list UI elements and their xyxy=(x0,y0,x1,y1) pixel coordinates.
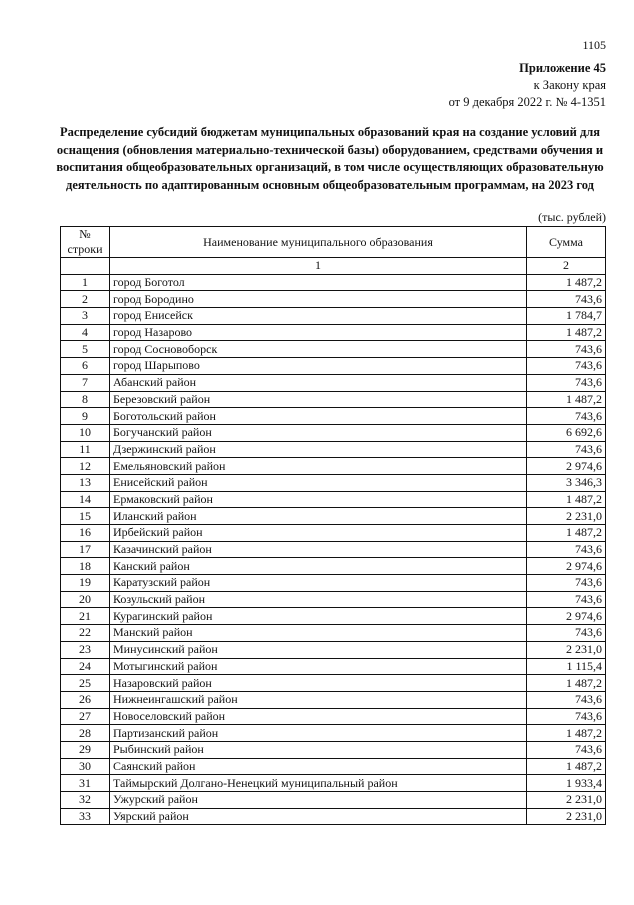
row-number-cell: 5 xyxy=(61,341,110,358)
municipality-name-cell: Ирбейский район xyxy=(110,525,527,542)
municipality-name-cell: Партизанский район xyxy=(110,725,527,742)
row-number-cell: 14 xyxy=(61,491,110,508)
municipality-name-cell: город Бородино xyxy=(110,291,527,308)
municipality-name-cell: Ермаковский район xyxy=(110,491,527,508)
header-amount: Сумма xyxy=(527,227,606,258)
municipality-name-cell: Березовский район xyxy=(110,391,527,408)
table-header-row xyxy=(61,227,606,258)
row-number-cell: 26 xyxy=(61,691,110,708)
table-row xyxy=(61,541,606,558)
amount-cell: 2 231,0 xyxy=(527,808,606,825)
table-row xyxy=(61,308,606,325)
amount-cell: 743,6 xyxy=(527,625,606,642)
table-row xyxy=(61,508,606,525)
amount-cell: 743,6 xyxy=(527,291,606,308)
municipality-name-cell: город Назарово xyxy=(110,324,527,341)
table-row xyxy=(61,324,606,341)
row-number-cell: 4 xyxy=(61,324,110,341)
amount-cell: 2 231,0 xyxy=(527,508,606,525)
row-number-cell: 3 xyxy=(61,308,110,325)
amount-cell: 2 231,0 xyxy=(527,641,606,658)
row-number-cell: 18 xyxy=(61,558,110,575)
row-number-cell: 21 xyxy=(61,608,110,625)
municipality-name-cell: Уярский район xyxy=(110,808,527,825)
amount-cell: 6 692,6 xyxy=(527,424,606,441)
table-row xyxy=(61,408,606,425)
table-row xyxy=(61,591,606,608)
index-num xyxy=(61,258,110,275)
amount-cell: 2 974,6 xyxy=(527,458,606,475)
table-row xyxy=(61,374,606,391)
row-number-cell: 12 xyxy=(61,458,110,475)
amount-cell: 1 487,2 xyxy=(527,675,606,692)
index-sum: 2 xyxy=(527,258,606,275)
municipality-name-cell: Ужурский район xyxy=(110,792,527,809)
appendix-title: Приложение 45 xyxy=(519,61,606,75)
municipality-name-cell: город Сосновоборск xyxy=(110,341,527,358)
amount-cell: 3 346,3 xyxy=(527,474,606,491)
row-number-cell: 19 xyxy=(61,575,110,592)
table-row xyxy=(61,775,606,792)
amount-cell: 743,6 xyxy=(527,591,606,608)
row-number-cell: 8 xyxy=(61,391,110,408)
amount-cell: 1 487,2 xyxy=(527,491,606,508)
row-number-cell: 15 xyxy=(61,508,110,525)
table-row xyxy=(61,758,606,775)
subsidy-table xyxy=(60,226,606,825)
table-row xyxy=(61,341,606,358)
amount-cell: 1 487,2 xyxy=(527,324,606,341)
municipality-name-cell: Рыбинский район xyxy=(110,741,527,758)
header-row-number: № строки xyxy=(61,227,110,258)
row-number-cell: 24 xyxy=(61,658,110,675)
row-number-cell: 6 xyxy=(61,358,110,375)
table-row xyxy=(61,691,606,708)
table-row xyxy=(61,608,606,625)
municipality-name-cell: Абанский район xyxy=(110,374,527,391)
row-number-cell: 31 xyxy=(61,775,110,792)
amount-cell: 2 231,0 xyxy=(527,792,606,809)
table-row xyxy=(61,391,606,408)
amount-cell: 1 487,2 xyxy=(527,725,606,742)
amount-cell: 1 115,4 xyxy=(527,658,606,675)
amount-cell: 743,6 xyxy=(527,691,606,708)
table-row xyxy=(61,675,606,692)
municipality-name-cell: Боготольский район xyxy=(110,408,527,425)
row-number-cell: 1 xyxy=(61,274,110,291)
municipality-name-cell: Таймырский Долгано-Ненецкий муниципальный район xyxy=(110,775,527,792)
amount-cell: 743,6 xyxy=(527,441,606,458)
row-number-cell: 32 xyxy=(61,792,110,809)
municipality-name-cell: Курагинский район xyxy=(110,608,527,625)
table-row xyxy=(61,458,606,475)
table-row xyxy=(61,625,606,642)
amount-cell: 1 487,2 xyxy=(527,758,606,775)
header-municipality-name: Наименование муниципального образования xyxy=(110,227,527,258)
table-body xyxy=(61,274,606,825)
municipality-name-cell: Енисейский район xyxy=(110,474,527,491)
table-row xyxy=(61,658,606,675)
row-number-cell: 25 xyxy=(61,675,110,692)
table-row xyxy=(61,424,606,441)
row-number-cell: 33 xyxy=(61,808,110,825)
amount-cell: 2 974,6 xyxy=(527,608,606,625)
municipality-name-cell: Канский район xyxy=(110,558,527,575)
municipality-name-cell: Нижнеингашский район xyxy=(110,691,527,708)
table-row xyxy=(61,491,606,508)
municipality-name-cell: Каратузский район xyxy=(110,575,527,592)
row-number-cell: 28 xyxy=(61,725,110,742)
row-number-cell: 20 xyxy=(61,591,110,608)
table-row xyxy=(61,741,606,758)
amount-cell: 743,6 xyxy=(527,708,606,725)
row-number-cell: 17 xyxy=(61,541,110,558)
amount-cell: 1 487,2 xyxy=(527,274,606,291)
amount-cell: 743,6 xyxy=(527,374,606,391)
row-number-cell: 7 xyxy=(61,374,110,391)
amount-cell: 743,6 xyxy=(527,741,606,758)
index-name: 1 xyxy=(110,258,527,275)
appendix-date-line: от 9 декабря 2022 г. № 4-1351 xyxy=(448,95,606,109)
table-row xyxy=(61,641,606,658)
row-number-cell: 2 xyxy=(61,291,110,308)
amount-cell: 743,6 xyxy=(527,408,606,425)
municipality-name-cell: Назаровский район xyxy=(110,675,527,692)
amount-cell: 743,6 xyxy=(527,358,606,375)
municipality-name-cell: Иланский район xyxy=(110,508,527,525)
table-index-row xyxy=(61,258,606,275)
municipality-name-cell: Дзержинский район xyxy=(110,441,527,458)
municipality-name-cell: Козульский район xyxy=(110,591,527,608)
row-number-cell: 9 xyxy=(61,408,110,425)
amount-cell: 743,6 xyxy=(527,341,606,358)
table-row xyxy=(61,708,606,725)
table-row xyxy=(61,792,606,809)
row-number-cell: 16 xyxy=(61,525,110,542)
amount-cell: 1 933,4 xyxy=(527,775,606,792)
row-number-cell: 23 xyxy=(61,641,110,658)
municipality-name-cell: Новоселовский район xyxy=(110,708,527,725)
municipality-name-cell: Емельяновский район xyxy=(110,458,527,475)
municipality-name-cell: Казачинский район xyxy=(110,541,527,558)
municipality-name-cell: Саянский район xyxy=(110,758,527,775)
municipality-name-cell: город Енисейск xyxy=(110,308,527,325)
row-number-cell: 29 xyxy=(61,741,110,758)
appendix-law-line: к Закону края xyxy=(533,78,606,92)
row-number-cell: 22 xyxy=(61,625,110,642)
amount-cell: 1 784,7 xyxy=(527,308,606,325)
units-label: (тыс. рублей) xyxy=(538,210,606,224)
table-row xyxy=(61,725,606,742)
table-row xyxy=(61,558,606,575)
table-row xyxy=(61,358,606,375)
municipality-name-cell: Богучанский район xyxy=(110,424,527,441)
row-number-cell: 30 xyxy=(61,758,110,775)
table-row xyxy=(61,274,606,291)
amount-cell: 743,6 xyxy=(527,575,606,592)
document-heading: Распределение субсидий бюджетам муниципальных образований края на создание условий для оснащения (обновления материально-технической базы) оборудованием, средствами обучения и воспитания общеобразовательных организаций, в том числе осуществляющих образовательную деятельность по адаптированным основным общеобразовательным программам, на 2023 год xyxy=(56,125,604,192)
table-row xyxy=(61,575,606,592)
row-number-cell: 13 xyxy=(61,474,110,491)
table-row xyxy=(61,441,606,458)
table-row xyxy=(61,808,606,825)
table-row xyxy=(61,291,606,308)
municipality-name-cell: Минусинский район xyxy=(110,641,527,658)
row-number-cell: 11 xyxy=(61,441,110,458)
appendix-block xyxy=(449,60,606,111)
amount-cell: 743,6 xyxy=(527,541,606,558)
municipality-name-cell: город Шарыпово xyxy=(110,358,527,375)
municipality-name-cell: Манский район xyxy=(110,625,527,642)
row-number-cell: 27 xyxy=(61,708,110,725)
page-number: 1105 xyxy=(582,38,606,52)
municipality-name-cell: Мотыгинский район xyxy=(110,658,527,675)
amount-cell: 1 487,2 xyxy=(527,391,606,408)
table-row xyxy=(61,474,606,491)
amount-cell: 1 487,2 xyxy=(527,525,606,542)
municipality-name-cell: город Боготол xyxy=(110,274,527,291)
row-number-cell: 10 xyxy=(61,424,110,441)
table-row xyxy=(61,525,606,542)
amount-cell: 2 974,6 xyxy=(527,558,606,575)
